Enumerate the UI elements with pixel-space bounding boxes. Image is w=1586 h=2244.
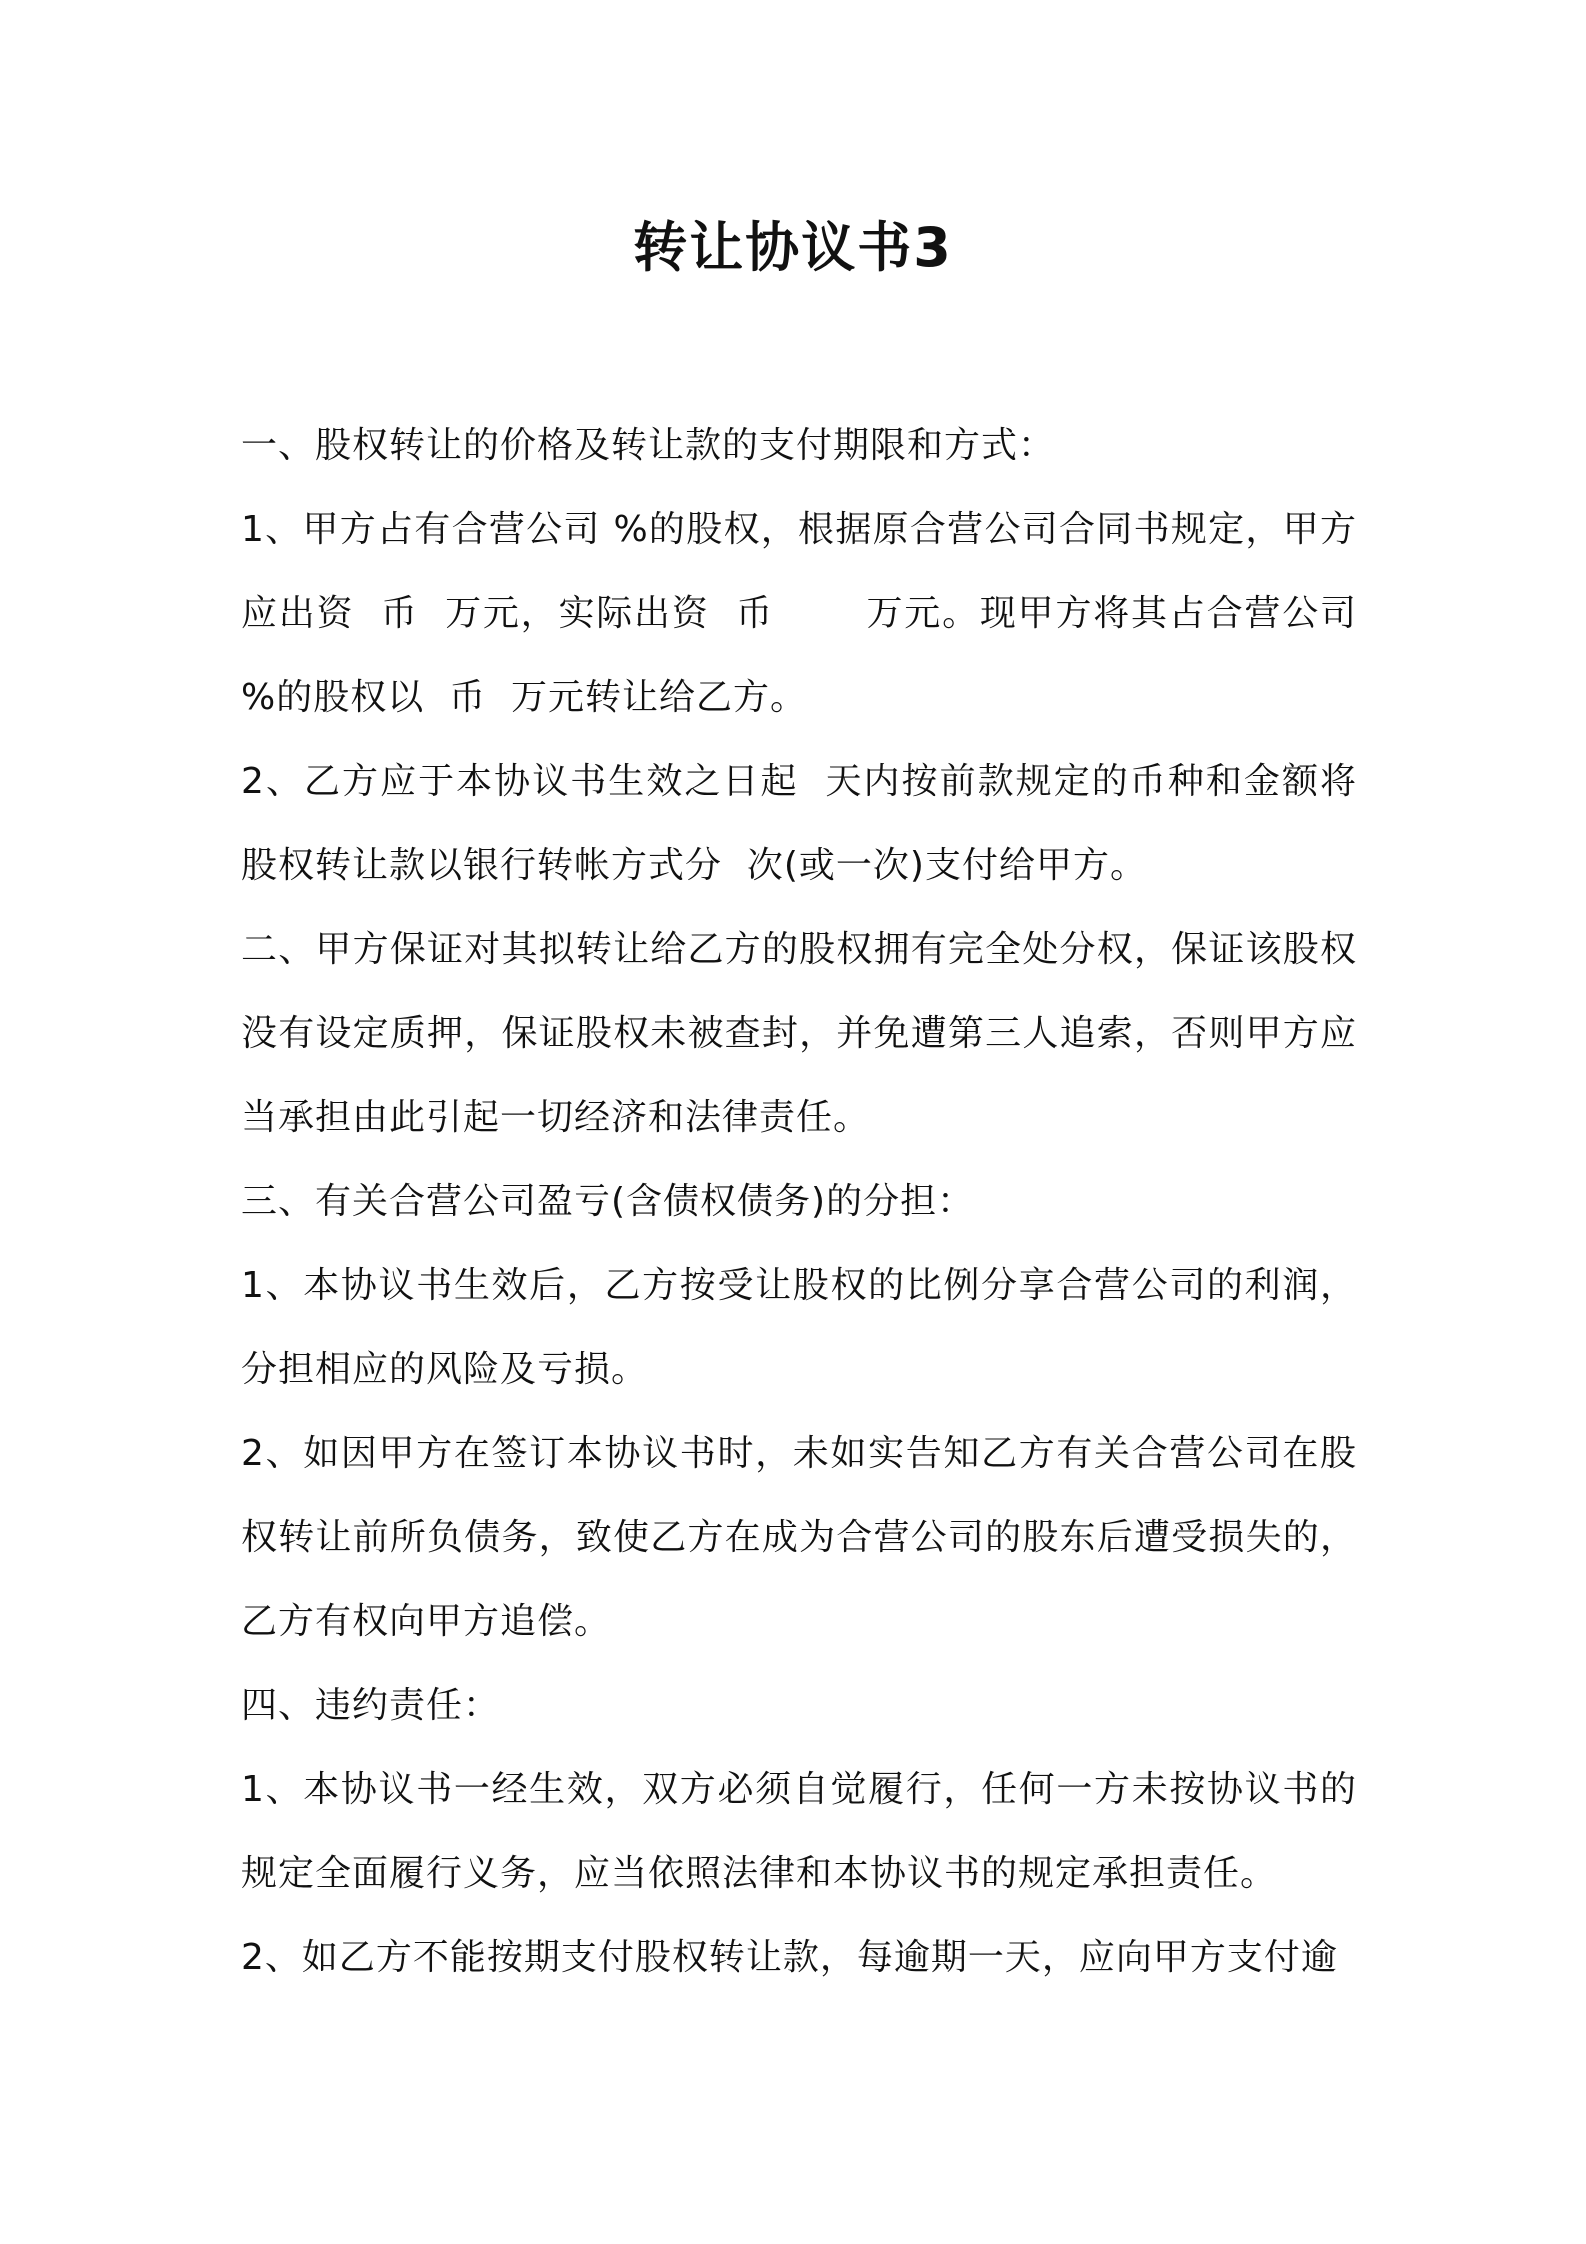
section-1-clause-1: 1、甲方占有合营公司 %的股权，根据原合营公司合同书规定，甲方应出资 币 万元，实际出资 币 万元。现甲方将其占合营公司 %的股权以 币 万元转让给乙方。 bbox=[241, 509, 1370, 718]
section-3-clause-1: 1、本协议书生效后，乙方按受让股权的比例分享合营公司的利润，分担相应的风险及亏损。 bbox=[241, 1265, 1357, 1390]
section-2-paragraph: 二、甲方保证对其拟转让给乙方的股权拥有完全处分权，保证该股权没有设定质押，保证股权未被查封，并免遭第三人追索，否则甲方应当承担由此引起一切经济和法律责任。 bbox=[241, 929, 1357, 1138]
section-4-clause-2: 2、如乙方不能按期支付股权转让款，每逾期一天，应向甲方支付逾 bbox=[241, 1937, 1338, 1978]
document-body bbox=[241, 404, 1370, 2000]
section-4-heading: 四、违约责任： bbox=[241, 1685, 501, 1726]
section-4-clause-1: 1、本协议书一经生效，双方必须自觉履行，任何一方未按协议书的规定全面履行义务，应当依照法律和本协议书的规定承担责任。 bbox=[241, 1769, 1357, 1894]
section-1-heading: 一、股权转让的价格及转让款的支付期限和方式： bbox=[241, 425, 1056, 466]
document-title: 转让协议书3 bbox=[633, 216, 953, 279]
section-3-heading: 三、有关合营公司盈亏(含债权债务)的分担： bbox=[241, 1181, 975, 1222]
section-3-clause-2: 2、如因甲方在签订本协议书时，未如实告知乙方有关合营公司在股权转让前所负债务，致使乙方在成为合营公司的股东后遭受损失的，乙方有权向甲方追偿。 bbox=[241, 1433, 1357, 1642]
section-1-clause-2: 2、乙方应于本协议书生效之日起 天内按前款规定的币种和金额将股权转让款以银行转帐方式分 次(或一次)支付给甲方。 bbox=[241, 761, 1357, 886]
